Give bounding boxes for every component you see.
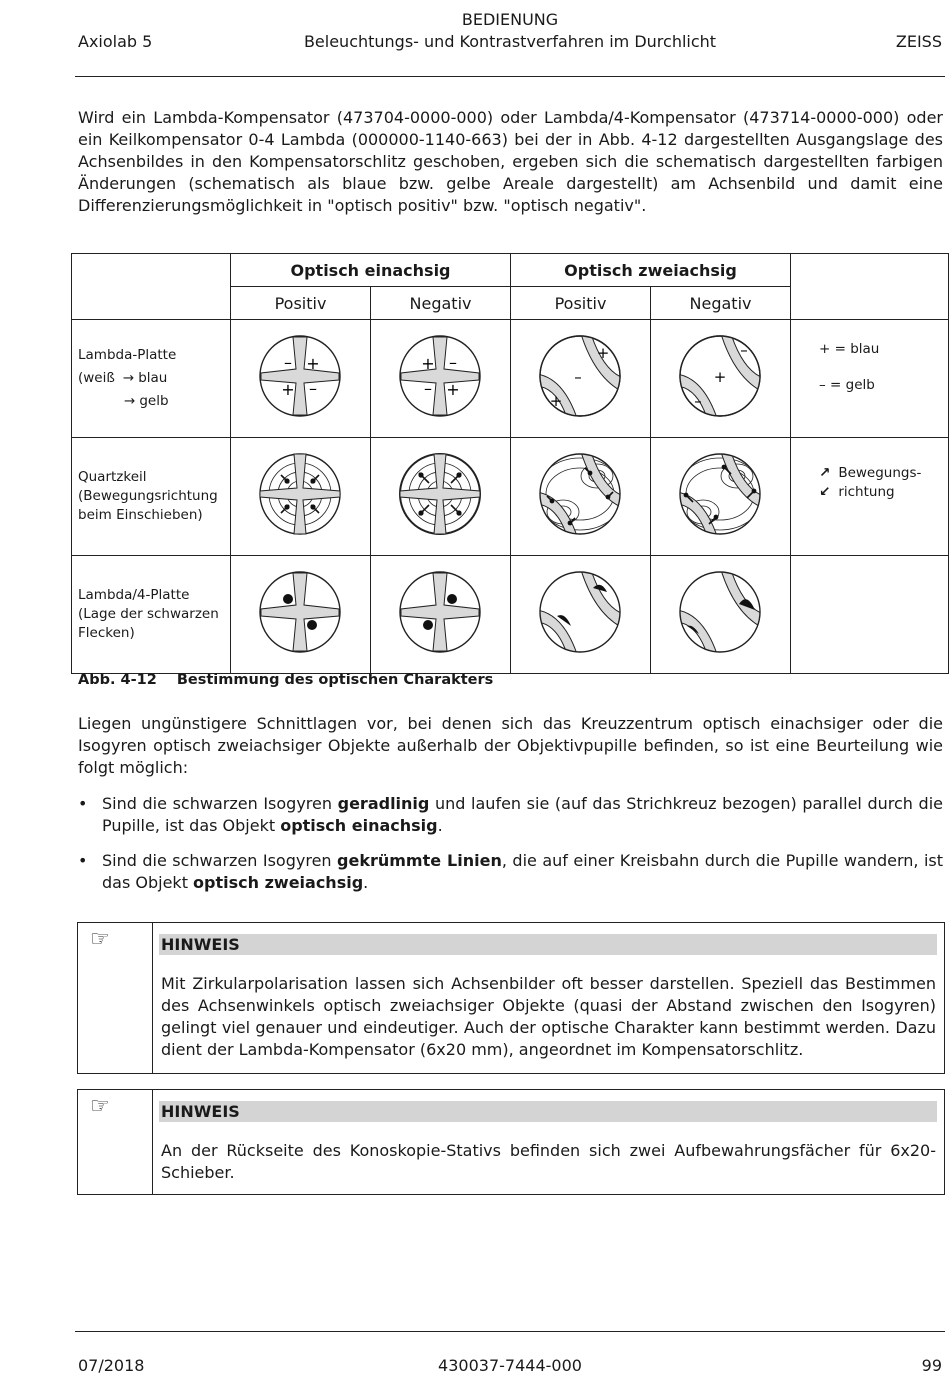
sign-minus: – — [740, 341, 748, 359]
note-text: Mit Zirkularpolarisation lassen sich Achsenbilder oft besser darstellen. Speziell das Bestimmen des Achsenwinkels optisch zweiachsiger Objekte (quasi der Abstand zwischen den Isogyren) gelingt viel genauer und eindeutiger. Auch der optische Charakter kann bestimmt werden. Dazu dient der Lambda-Kompensator (6x20 mm), angeordnet im Kompensatorschlitz. — [161, 974, 936, 1059]
note-text: An der Rückseite des Konoskopie-Stativs befinden sich zwei Aufbewahrungsfächer für 6x20-Schieber. — [161, 1141, 936, 1182]
sign-plus: + — [713, 368, 727, 386]
col-group-uniaxial: Optisch einachsig — [231, 254, 511, 287]
row-label-quarter-l3: Flecken) — [78, 625, 135, 641]
col-group-biaxial: Optisch zweiachsig — [511, 254, 791, 287]
row-label-quartz-l3: beim Einschieben) — [78, 507, 203, 523]
diagram-lambda-uni-pos — [231, 320, 371, 438]
arrow-southwest-icon: ↙ — [819, 484, 831, 500]
subcol-bi-positive: Positiv — [511, 287, 651, 320]
sign-plus: + — [549, 392, 563, 410]
row-label-quartz-l2: (Bewegungsrichtung — [78, 488, 218, 504]
legend-minus: – = gelb — [819, 377, 875, 393]
diagram-quarter-uni-neg — [371, 556, 511, 674]
sign-minus: – — [309, 379, 317, 398]
note-icon-column — [78, 1090, 153, 1194]
footer-page-number: 99 — [921, 1356, 942, 1375]
diagram-lambda-bi-neg — [651, 320, 791, 438]
caption-number: Abb. 4-12 — [78, 672, 157, 688]
row-label-lambda — [72, 320, 231, 438]
header-rule — [75, 76, 945, 77]
legend-quartz — [791, 438, 949, 556]
sign-plus: + — [446, 380, 460, 399]
header-section: BEDIENUNG — [461, 10, 559, 29]
sign-minus: – — [449, 353, 457, 372]
legend-movement-1: Bewegungs- — [838, 465, 922, 481]
bullet-icon: • — [78, 794, 88, 813]
legend-movement-2: richtung — [838, 484, 895, 500]
footer-rule — [75, 1331, 945, 1332]
bullet-icon: • — [78, 851, 88, 870]
sign-minus: – — [574, 368, 582, 386]
row-label-lambda-l2b: blau — [138, 370, 168, 386]
diagram-quartz-bi-pos — [511, 438, 651, 556]
arrow-northeast-icon: ↗ — [819, 465, 831, 481]
row-label-quarter-l2: (Lage der schwarzen — [78, 606, 219, 622]
table-corner — [72, 254, 231, 320]
sign-minus: – — [694, 392, 702, 410]
sign-plus: + — [281, 380, 295, 399]
sign-minus: – — [424, 379, 432, 398]
row-label-quartz-l1: Quartzkeil — [78, 469, 147, 485]
row-label-lambda-l3: gelb — [139, 393, 169, 409]
body-paragraph: Liegen ungünstigere Schnittlagen vor, bei denen sich das Kreuzzentrum optisch einachsiger oder die Isogyren optisch zweiachsiger Objekte außerhalb der Objektivpupille befinden, so ist eine Beurteilung wie folgt möglich: — [78, 714, 943, 777]
footer-doc-number: 430037-7444-000 — [438, 1356, 582, 1375]
row-label-quarter-l1: Lambda/4-Platte — [78, 587, 190, 603]
legend-lambda — [791, 320, 949, 438]
arrow-right-icon: → — [124, 393, 136, 409]
note-box-2 — [77, 1089, 945, 1195]
note-title: HINWEIS — [159, 934, 937, 955]
row-label-lambda-l1: Lambda-Platte — [78, 347, 177, 363]
diagram-quarter-uni-pos — [231, 556, 371, 674]
row-label-quarter — [72, 556, 231, 674]
subcol-uni-positive: Positiv — [231, 287, 371, 320]
table-legend-head — [791, 254, 949, 320]
header-subsection: Beleuchtungs- und Kontrastverfahren im Durchlicht — [303, 32, 717, 51]
row-label-lambda-l2: (weiß — [78, 370, 115, 386]
sign-plus: + — [421, 354, 435, 373]
diagram-lambda-bi-pos — [511, 320, 651, 438]
arrow-right-icon: → — [122, 370, 135, 386]
figure-caption — [78, 672, 493, 688]
intro-paragraph: Wird ein Lambda-Kompensator (473704-0000-000) oder Lambda/4-Kompensator (473714-0000-000) oder ein Keilkompensator 0-4 Lambda (000000-1140-663) bei der in Abb. 4-12 dargestellten Ausgangslage des Achsenbildes in den Kompensatorschlitz geschoben, ergeben sich die schematisch dargestellten farbigen Änderungen (schematisch als blaue bzw. gelbe Areale dargestellt) am Achsenbild und damit eine Differenzierungsmöglichkeit in "optisch positiv" bzw. "optisch negativ". — [78, 108, 943, 215]
note-title: HINWEIS — [159, 1101, 937, 1122]
subcol-uni-negative: Negativ — [371, 287, 511, 320]
sign-minus: – — [284, 353, 292, 372]
diagram-quartz-uni-pos — [231, 438, 371, 556]
diagram-quartz-uni-neg — [371, 438, 511, 556]
pointing-hand-icon: ☞ — [90, 927, 110, 952]
header-product: Axiolab 5 — [78, 32, 153, 51]
legend-plus: + = blau — [819, 341, 880, 357]
pointing-hand-icon: ☞ — [90, 1094, 110, 1119]
diagram-quarter-bi-neg — [651, 556, 791, 674]
legend-quarter-empty — [791, 556, 949, 674]
diagram-quartz-bi-neg — [651, 438, 791, 556]
optical-character-table — [71, 253, 949, 674]
diagram-lambda-uni-neg — [371, 320, 511, 438]
header-brand: ZEISS — [895, 32, 942, 51]
diagram-quarter-bi-pos — [511, 556, 651, 674]
bullet-item-2: Sind die schwarzen Isogyren gekrümmte Linien, die auf einer Kreisbahn durch die Pupille wandern, ist das Objekt optisch zweiachsig. — [102, 851, 943, 892]
row-label-quartz — [72, 438, 231, 556]
note-icon-column — [78, 923, 153, 1073]
sign-plus: + — [306, 354, 320, 373]
note-box-1 — [77, 922, 945, 1074]
sign-plus: + — [596, 344, 610, 362]
caption-title: Bestimmung des optischen Charakters — [176, 672, 494, 688]
footer-date: 07/2018 — [78, 1356, 145, 1375]
bullet-item-1: Sind die schwarzen Isogyren geradlinig und laufen sie (auf das Strichkreuz bezogen) parallel durch die Pupille, ist das Objekt optisch einachsig. — [102, 794, 943, 835]
subcol-bi-negative: Negativ — [651, 287, 791, 320]
